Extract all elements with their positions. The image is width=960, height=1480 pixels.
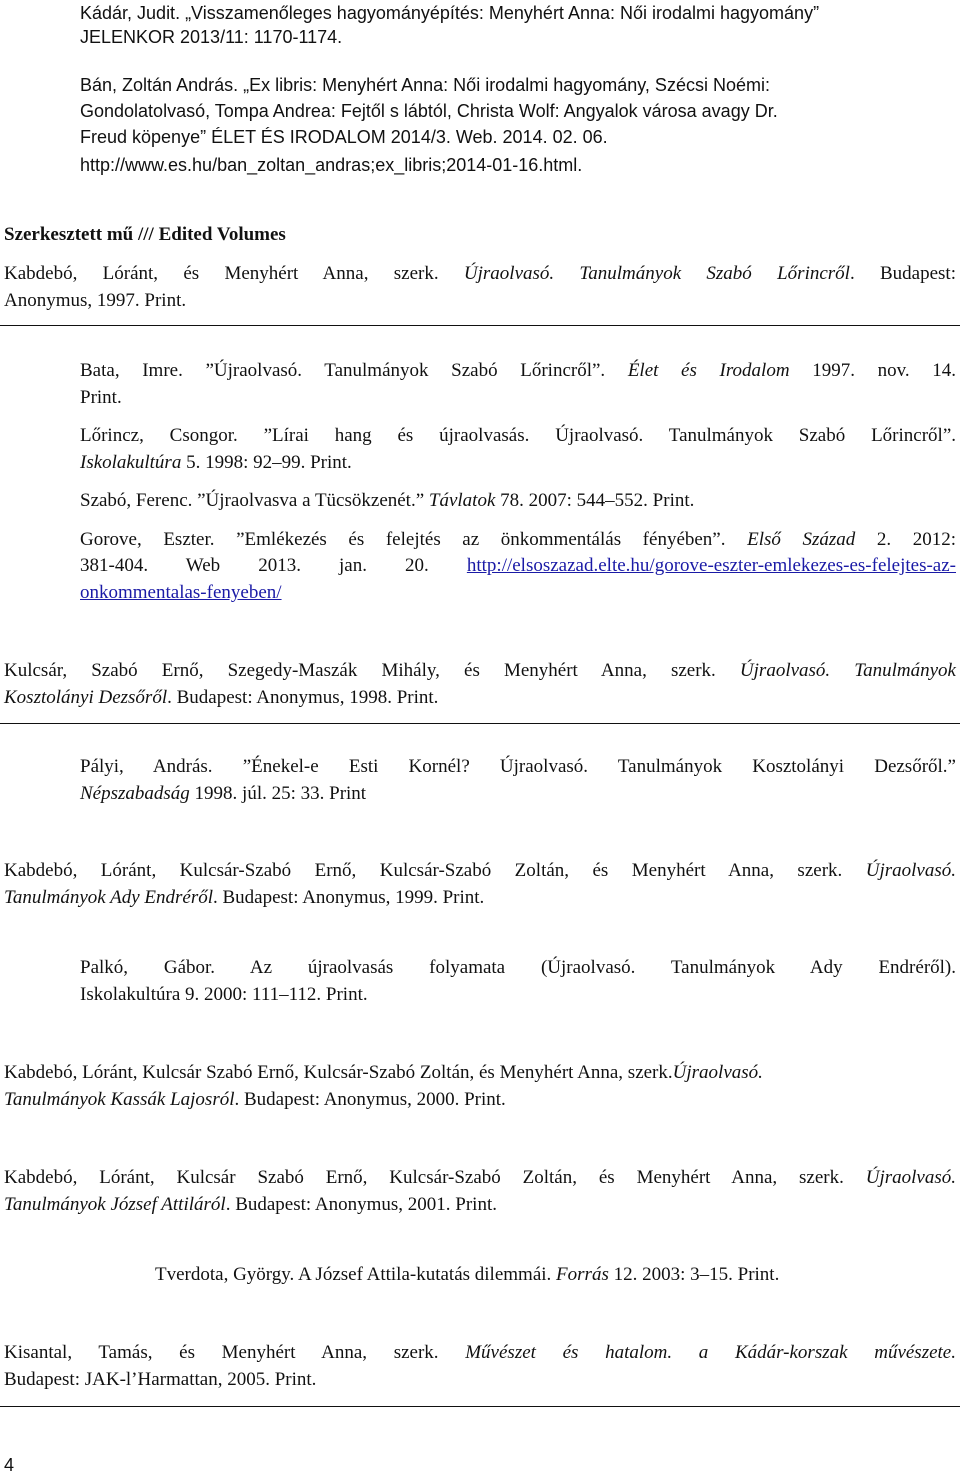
volume-1-line1: Kabdebó, Lóránt, és Menyhért Anna, szerk. Újraolvasó. Tanulmányok Szabó Lőrincről. Budapest: bbox=[4, 263, 956, 284]
volume-1-line2: Anonymus, 1997. Print. bbox=[4, 290, 187, 311]
entry-ban-line4: http://www.es.hu/ban_zoltan_andras;ex_libris;2014-01-16.html. bbox=[80, 155, 583, 175]
entry-ban-line1: Bán, Zoltán András. „Ex libris: Menyhért Anna: Női irodalmi hagyomány, Szécsi Noémi: bbox=[80, 75, 770, 95]
entry-ban-line2: Gondolatolvasó, Tompa Andrea: Fejtől s lábtól, Christa Wolf: Angyalok városa avagy Dr. bbox=[80, 101, 778, 121]
entry-ban-line3: Freud köpenye” ÉLET ÉS IRODALOM 2014/3. Web. 2014. 02. 06. bbox=[80, 127, 608, 147]
page-number: 4 bbox=[4, 1455, 15, 1475]
review-gorove-line1: Gorove, Eszter. ”Emlékezés és felejtés az önkommentálás fényében”. Első Század 2. 2012: bbox=[80, 529, 956, 550]
divider bbox=[0, 1406, 960, 1407]
review-palyi-line2: Népszabadság 1998. júl. 25: 33. Print bbox=[80, 783, 367, 804]
review-palyi-line1: Pályi, András. ”Énekel-e Esti Kornél? Újraolvasó. Tanulmányok Kosztolányi Dezsőről.” bbox=[80, 756, 956, 777]
volume-3-line1: Kabdebó, Lóránt, Kulcsár-Szabó Ernő, Kulcsár-Szabó Zoltán, és Menyhért Anna, szerk. Újraolvasó. bbox=[4, 860, 956, 881]
review-lorincz-line2: Iskolakultúra 5. 1998: 92–99. Print. bbox=[80, 452, 352, 473]
review-szabo: Szabó, Ferenc. ”Újraolvasva a Tücsökzenét.” Távlatok 78. 2007: 544–552. Print. bbox=[80, 490, 695, 511]
volume-4-line1: Kabdebó, Lóránt, Kulcsár Szabó Ernő, Kulcsár-Szabó Zoltán, és Menyhért Anna, szerk.Újraolvasó. bbox=[4, 1062, 763, 1083]
entry-kadar-line1: Kádár, Judit. „Visszamenőleges hagyományépítés: Menyhért Anna: Női irodalmi hagyomány” bbox=[80, 3, 820, 23]
volume-5-line2: Tanulmányok József Attiláról. Budapest: Anonymus, 2001. Print. bbox=[4, 1194, 497, 1215]
review-lorincz-line1: Lőrincz, Csongor. ”Lírai hang és újraolvasás. Újraolvasó. Tanulmányok Szabó Lőrincről”. bbox=[80, 425, 956, 446]
review-tverdota: Tverdota, György. A József Attila-kutatás dilemmái. Forrás 12. 2003: 3–15. Print. bbox=[155, 1264, 780, 1285]
review-palko-line2: Iskolakultúra 9. 2000: 111–112. Print. bbox=[80, 984, 368, 1005]
volume-2-line1: Kulcsár, Szabó Ernő, Szegedy-Maszák Mihály, és Menyhért Anna, szerk. Újraolvasó. Tanulmányok bbox=[4, 660, 956, 681]
divider bbox=[0, 325, 960, 326]
volume-3-line2: Tanulmányok Ady Endréről. Budapest: Anonymus, 1999. Print. bbox=[4, 887, 485, 908]
volume-6-line2: Budapest: JAK-l’Harmattan, 2005. Print. bbox=[4, 1369, 317, 1390]
entry-kadar-line2: JELENKOR 2013/11: 1170-1174. bbox=[80, 27, 343, 47]
volume-5-line1: Kabdebó, Lóránt, Kulcsár Szabó Ernő, Kulcsár-Szabó Zoltán, és Menyhért Anna, szerk. Újraolvasó. bbox=[4, 1167, 956, 1188]
review-bata-line2: Print. bbox=[80, 387, 122, 408]
review-palko-line1: Palkó, Gábor. Az újraolvasás folyamata (Újraolvasó. Tanulmányok Ady Endréről). bbox=[80, 957, 956, 978]
section-heading: Szerkesztett mű /// Edited Volumes bbox=[4, 224, 286, 245]
review-bata-line1: Bata, Imre. ”Újraolvasó. Tanulmányok Szabó Lőrincről”. Élet és Irodalom 1997. nov. 14. bbox=[80, 360, 956, 381]
divider bbox=[0, 723, 960, 724]
volume-4-line2: Tanulmányok Kassák Lajosról. Budapest: Anonymus, 2000. Print. bbox=[4, 1089, 506, 1110]
gorove-link[interactable]: http://elsoszazad.elte.hu/gorove-eszter-emlekezes-es-felejtes-az- bbox=[466, 555, 956, 576]
volume-6-line1: Kisantal, Tamás, és Menyhért Anna, szerk. Művészet és hatalom. a Kádár-korszak művészete. bbox=[4, 1342, 956, 1363]
review-gorove-line2: 381-404. Web 2013. jan. 20. http://elsoszazad.elte.hu/gorove-eszter-emlekezes-es-felejtes-az- bbox=[80, 555, 956, 576]
gorove-link-continued[interactable]: onkommentalas-fenyeben/ bbox=[80, 582, 282, 603]
volume-2-line2: Kosztolányi Dezsőről. Budapest: Anonymus, 1998. Print. bbox=[4, 687, 439, 708]
